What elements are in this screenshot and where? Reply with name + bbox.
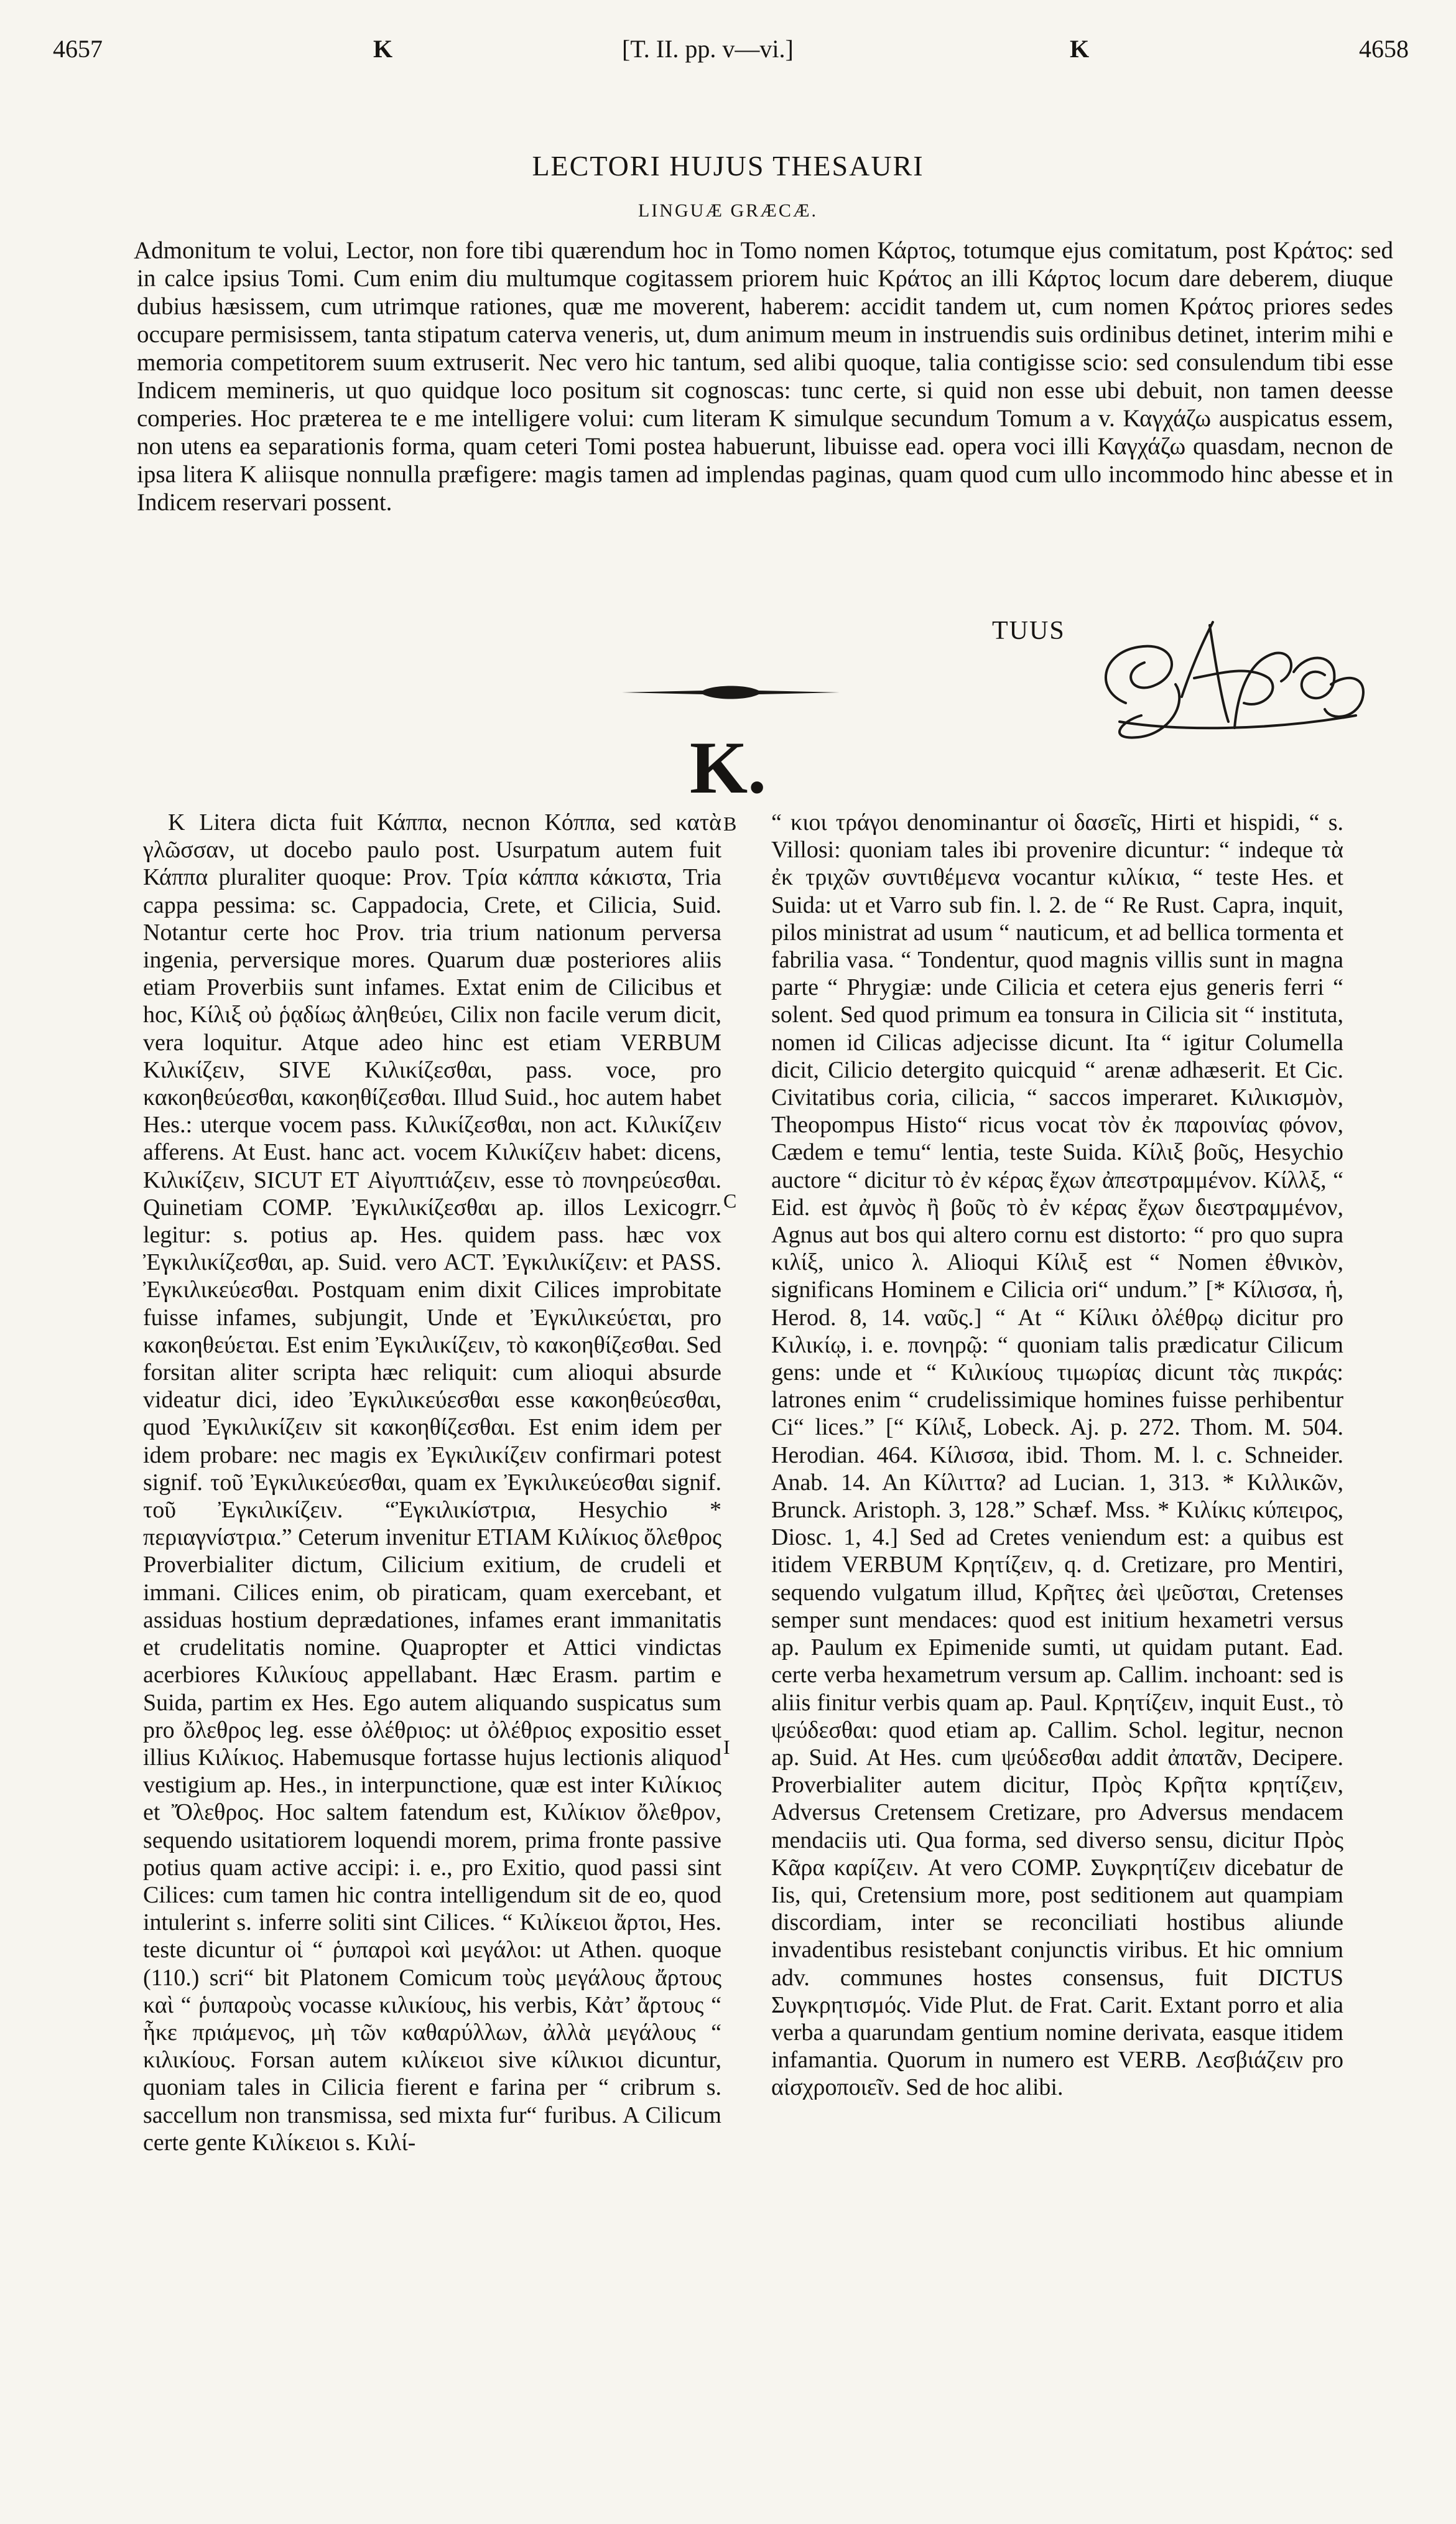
preface-subtitle: LINGUÆ GRÆCÆ.	[638, 200, 818, 221]
preface-text: Admonitum te volui, Lector, non fore tibi quærendum hoc in Tomo nomen Κάρτος, totumque ejus comitatum, post Κράτος: sed in calce ipsius Tomi. Cum enim diu multumque cogitassem priorem huic Κράτος an illi Κάρτος locum dare deberem, diuque dubius hæsissem, cum utrimque rationes, quæ me moverent, haberem: accidit tandem ut, cum nomen Κράτος priores sedes occupare permisissem, tanta stipatum caterva veneris, ut, dum animum meum in instruendis suis ordinibus detinet, interim mihi e memoria competitorem suum extruserit. Nec vero hic tantum, sed alibi quoque, talia contigisse scio: sed consulendum tibi esse Indicem memineris, ut quo quidque loco positum sit cognoscas: tunc certe, si quid non esse ubi debuit, non tamen deesse comperies. Hoc præterea te e me intelligere volui: cum literam K simulque secundum Tomum a v. Καγχάζω auspicatus essem, non utens ea separationis forma, quam ceteri Tomi postea habuerunt, libuisse ead. opera voci illi Καγχάζω quasdam, necnon de ipsa litera K aliisque nonnulla præfigere: magis tamen ad implendas paginas, quam quod cum ullo incommodo hinc abesse et in Indicem reservari possent.	[134, 237, 1393, 516]
section-letter: K.	[689, 726, 767, 809]
page-number-right: 4658	[1359, 35, 1409, 63]
header-letter-left: K	[373, 35, 393, 63]
column-right-text: “ κιοι τράγοι denominantur οἱ δασεῖς, Hirti et hispidi, “ s. Villosi: quoniam tales ibi provenire dicuntur: “ indeque τὰ ἐκ τριχῶν συντιθέμενα vocantur κιλίκια, “ teste Hes. et Suida: ut et Varro sub fin. l. 2. de “ Re Rust. Capra, inquit, pilos ministrat ad usum “ nauticum, et ad bellica tormenta et fabrilia vasa. “ Tondentur, quod magnis villis sunt in magna parte “ Phrygiæ: unde Cilicia et cetera ejus generis ferri “ solent. Sed quod primum ea tonsura in Cilicia sit “ instituta, nomen id Cilicas adjecisse dicunt. Ita “ igitur Columella dicit, Cilicio detergito quicquid “ arenæ adhæserit. Et Cic. Civitatibus coria, cilicia, “ saccos imperaret. Κιλικισμὸν, Theopompus Histo“ ricus vocat τὸν ἐκ παροινίας φόνον, Cædem e temu“ lentia, teste Suida. Κίλιξ βοῦς, Hesychio auctore “ dicitur τὸ ἐν κέρας ἔχων ἀπεστραμμένον. Κίλλξ, “ Eid. est ἀμνὸς ἢ βοῦς τὸ ἐν κέρας ἔχων διεστραμμένον, Agnus aut bos qui altero cornu est distorto: “ pro quo supra κιλίξ, unico λ. Alioqui Κίλιξ est “ Nomen ἐθνικὸν, significans Hominem e Cilicia ori“ undum.” [* Κίλισσα, ἡ, Herod. 8, 14. ναῦς.] “ At “ Κίλικι ὀλέθρῳ dicitur pro Κιλικίῳ, i. e. πονηρῷ: “ quoniam talis prædicatur Cilicum gens: unde et “ Κιλικίους τιμωρίας dicunt τὰς πικράς: latrones enim “ crudelissimique homines fuisse perhibentur Ci“ lices.” [“ Κίλιξ, Lobeck. Aj. p. 272. Thom. M. 504. Herodian. 464. Κίλισσα, ibid. Thom. M. l. c. Schneider. Anab. 14. An Κίλιττα? ad Lucian. 1, 313. * Κιλλικῶν, Brunck. Aristoph. 3, 128.” Schæf. Mss. * Κιλίκις κύπειρος, Diosc. 1, 4.] Sed ad Cretes veniendum est: a quibus est itidem VERBUM Κρητίζειν, q. d. Cretizare, pro Mentiri, sequendo vulgatum illud, Κρῆτες ἀεὶ ψεῦσται, Cretenses semper sunt mendaces: quod est initium hexametri versus ap. Paulum ex Epimenide sumti, ut quidam putant. Ead. certe verba hexametrum versum ap. Callim. inchoant: sed is aliis finitur verbis quam ap. Paul. Κρητίζειν, inquit Eust., τὸ ψεύδεσθαι: quod etiam ap. Callim. Schol. legitur, necnon ap. Suid. At Hes. cum ψεύδεσθαι addit ἀπατᾶν, Decipere. Proverbialiter autem dicitur, Πρὸς Κρῆτα κρητίζειν, Adversus Cretensem Cretizare, pro Adversus mendacem mendaciis uti. Qua forma, sed diverso sensu, dicitur Πρὸς Κᾶρα καρίζειν. At vero COMP. Συγκρητίζειν dicebatur de Iis, qui, Cretensium more, post seditionem aut quampiam discordiam, inter se reconciliati hostibus aliunde invadentibus resistebant conjunctis viribus. Et hic omnium adv. communes hostes consensus, fuit DICTUS Συγκρητισμός. Vide Plut. de Frat. Carit. Extant porro et alia verba a quarundam gentium nomine derivata, easque itidem infamantia. Quorum in numero est VERB. Λεσβιάζειν pro αἰσχροποιεῖν. Sed de hoc alibi.	[771, 809, 1344, 2101]
closing-word: TUUS	[992, 617, 1065, 645]
volume-reference: [T. II. pp. v—vi.]	[622, 35, 794, 63]
margin-marker-b: B	[723, 813, 737, 835]
running-header	[0, 34, 1456, 72]
header-letter-right: K	[1070, 35, 1090, 63]
column-left-text: K Litera dicta fuit Κάππα, necnon Κόππα, sed κατὰ γλῶσσαν, ut docebo paulo post. Usurpatum autem fuit Κάππα pluraliter quoque: Prov. Τρία κάππα κάκιστα, Tria cappa pessima: sc. Cappadocia, Crete, et Cilicia, Suid. Notantur certe hoc Prov. tria trium nationum perversa ingenia, perversique mores. Quarum duæ posteriores aliis etiam Proverbiis sunt infames. Extat enim de Cilicibus et hoc, Κίλιξ οὐ ῥᾳδίως ἀληθεύει, Cilix non facile verum dicit, vera loquitur. Atque adeo hinc est etiam VERBUM Κιλικίζειν, SIVE Κιλικίζεσθαι, pass. voce, pro κακοηθεύεσθαι, κακοηθίζεσθαι. Illud Suid., hoc autem habet Hes.: uterque vocem pass. Κιλικίζεσθαι, non act. Κιλικίζειν afferens. At Eust. hanc act. vocem Κιλικίζειν habet: dicens, Κιλικίζειν, SICUT ET Αἰγυπτιάζειν, esse τὸ πονηρεύεσθαι. Quinetiam COMP. Ἐγκιλικίζεσθαι ap. illos Lexicogrr. legitur: s. potius ap. Hes. quidem pass. hæc vox Ἐγκιλικίζεσθαι, ap. Suid. vero ACT. Ἐγκιλικίζειν: et PASS. Ἐγκιλικεύεσθαι. Postquam enim dixit Cilices improbitate fuisse infames, subjungit, Unde et Ἐγκιλικεύεται, pro κακοηθεύεται. Est enim Ἐγκιλικίζειν, τὸ κακοηθίζεσθαι. Sed forsitan aliter scripta hæc reliquit: cum alioqui absurde videatur dici, ideo Ἐγκιλικεύεσθαι esse κακοηθεύεσθαι, quod Ἐγκιλικίζειν sit κακοηθίζεσθαι. Est enim idem per idem probare: nec magis ex Ἐγκιλικίζειν confirmari potest signif. τοῦ Ἐγκιλικεύεσθαι, quam ex Ἐγκιλικεύεσθαι signif. τοῦ Ἐγκιλικίζειν. “Ἐγκιλικίστρια, Hesychio * περιαγνίστρια.” Ceterum invenitur ETIAM Κιλίκιος ὄλεθρος Proverbialiter dictum, Cilicium exitium, de crudeli et immani. Cilices enim, ob piraticam, quam exercebant, et assiduas hostium deprædationes, infames erant immanitatis et crudelitatis nomine. Quapropter et Attici vindictas acerbiores Κιλικίους appellabant. Hæc Erasm. partim e Suida, partim ex Hes. Ego autem aliquando suspicatus sum pro ὄλεθρος leg. esse ὀλέθριος: ut ὀλέθριος expositio esset illius Κιλίκιος. Habemusque fortasse hujus lectionis aliquod vestigium ap. Hes., in interpunctione, quæ est inter Κιλίκιος et Ὄλεθρος. Hoc saltem fatendum est, Κιλίκιον ὄλεθρον, sequendo usitatiorem loquendi morem, prima fronte passive potius quam active accipi: i. e., pro Exitio, quod passi sint Cilices: cum tamen hic contra intelligendum sit de eo, quod intulerint s. inferre soliti sint Cilices. “ Κιλίκειοι ἄρτοι, Hes. teste dicuntur οἱ “ ῥυπαροὶ καὶ μεγάλοι: ut Athen. quoque (110.) scri“ bit Platonem Comicum τοὺς μεγάλους ἄρτους καὶ “ ῥυπαροὺς vocasse κιλικίους, his verbis, Κἀτ’ ἄρτους “ ἧκε πριάμενος, μὴ τῶν καθαρύλλων, ἀλλὰ μεγάλους “ κιλικίους. Forsan autem κιλίκειοι sive κίλικιοι dicuntur, quoniam tales in Cilicia fierent e farina per “ cribrum s. saccellum non transmissa, sed mixta fur“ furibus. A Cilicum certe gente Κιλίκειοι s. Κιλί-	[143, 809, 721, 2156]
margin-marker-c: C	[723, 1190, 737, 1212]
margin-marker-i: I	[723, 1736, 730, 1758]
preface-title: LECTORI HUJUS THESAURI	[532, 150, 924, 182]
page-number-left: 4657	[53, 35, 103, 63]
decorative-rule	[622, 683, 840, 702]
